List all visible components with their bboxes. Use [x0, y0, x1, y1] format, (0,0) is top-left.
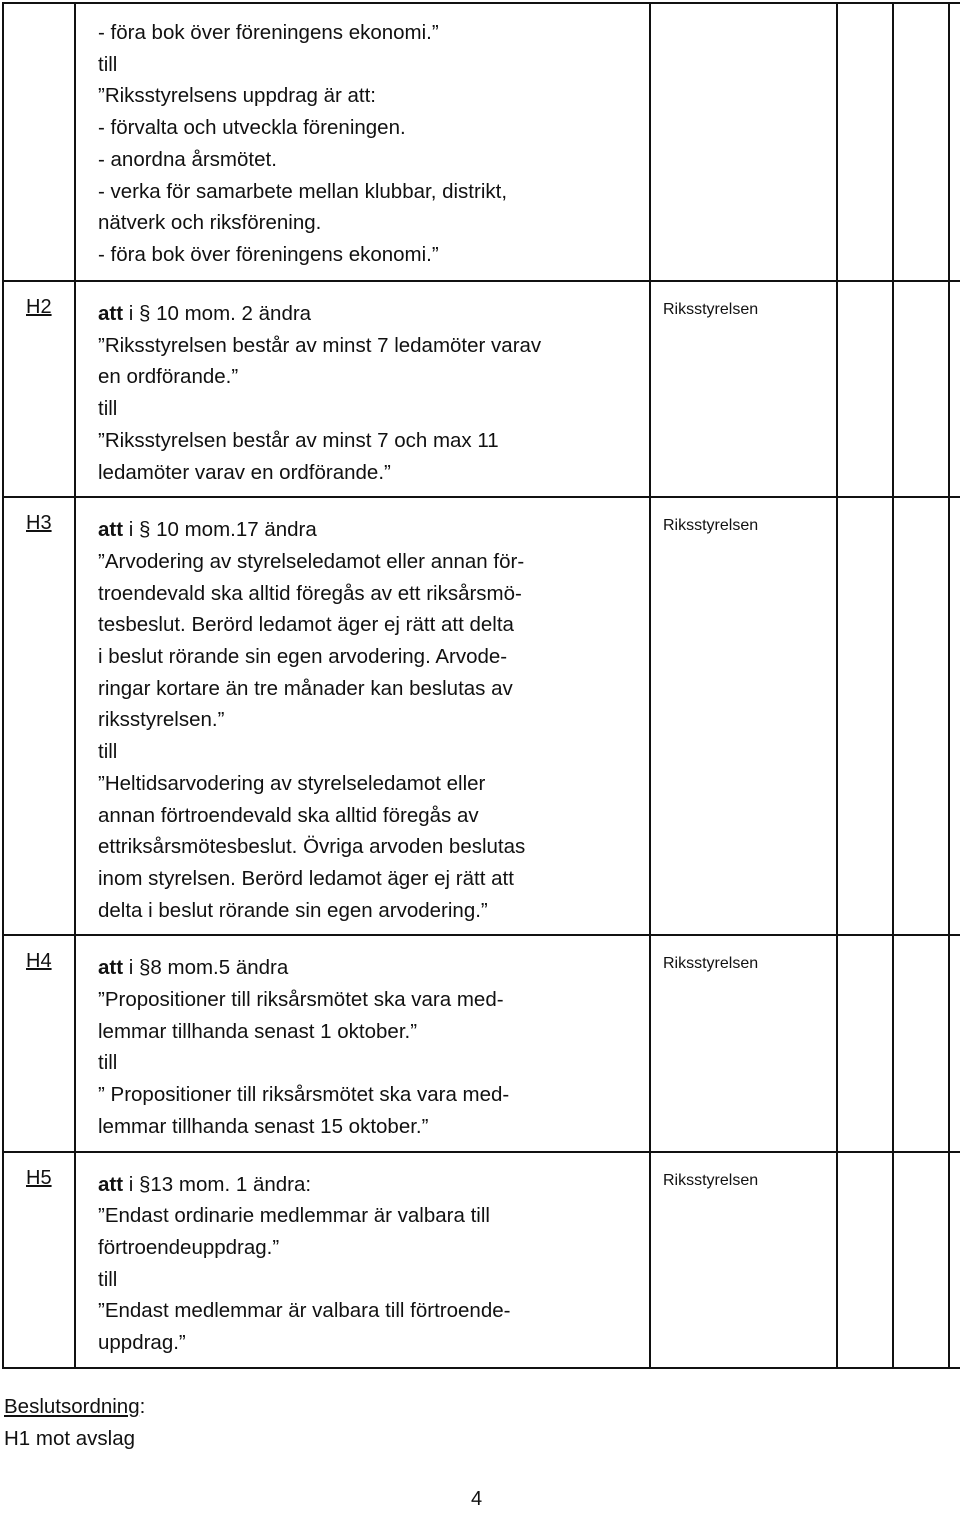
text-line: tesbeslut. Berörd ledamot äger ej rätt att delta [98, 613, 514, 637]
text-line: ”Heltidsarvodering av styrelseledamot eller [98, 771, 486, 795]
att-label: att [98, 956, 124, 980]
text-line: ”Propositioner till riksårsmötet ska vara med- [98, 988, 504, 1012]
row-source [651, 4, 836, 23]
text-line: inom styrelsen. Berörd ledamot äger ej rätt att [98, 866, 514, 890]
empty-cell [893, 935, 949, 1151]
text-line: troendevald ska alltid föregås av ett riksårsmö- [98, 581, 522, 605]
row-heading [98, 298, 641, 330]
table-row [3, 1152, 960, 1368]
row-text-cell [75, 281, 650, 497]
row-text-cell [75, 935, 650, 1151]
text-line: ”Endast medlemmar är valbara till förtroende- [98, 1299, 511, 1323]
row-text [76, 4, 649, 279]
att-label: att [98, 1172, 124, 1196]
empty-cell [893, 1152, 949, 1368]
row-source: Riksstyrelsen [663, 955, 759, 973]
text-line: till [98, 397, 118, 421]
row-text-cell [75, 3, 650, 281]
heading-text: i § 10 mom. 2 ändra [123, 302, 312, 325]
motion-table [2, 2, 960, 1369]
row-text [76, 498, 649, 934]
heading-text: i §8 mom.5 ändra [123, 956, 289, 980]
text-line: ”Riksstyrelsen består av minst 7 ledamöter varav [98, 333, 542, 357]
empty-cell [893, 281, 949, 497]
att-label: att [98, 302, 124, 325]
text-line: riksstyrelsen.” [98, 708, 225, 732]
row-source-cell [650, 1152, 837, 1368]
table-row [3, 281, 960, 497]
row-text [76, 1153, 649, 1367]
row-source: Riksstyrelsen [663, 517, 759, 535]
row-id [4, 4, 74, 18]
row-text-cell [75, 497, 650, 935]
text-line: - föra bok över föreningens ekonomi.” [98, 242, 439, 266]
empty-cell [893, 497, 949, 935]
row-source-cell [650, 3, 837, 281]
row-id-cell [3, 935, 75, 1151]
empty-cell [949, 1152, 960, 1368]
row-source: Riksstyrelsen [663, 301, 759, 318]
row-heading [98, 952, 641, 984]
text-line: till [98, 740, 118, 764]
text-line: - förvalta och utveckla föreningen. [98, 116, 406, 140]
text-line: lemmar tillhanda senast 15 oktober.” [98, 1114, 429, 1138]
decision-order-line: H1 mot avslag [4, 1427, 136, 1450]
empty-cell [949, 3, 960, 281]
text-line: ledamöter varav en ordförande.” [98, 460, 391, 484]
empty-cell [837, 935, 893, 1151]
text-line: förtroendeuppdrag.” [98, 1235, 280, 1259]
text-line: ” Propositioner till riksårsmötet ska vara med- [98, 1083, 510, 1107]
decision-order-colon: : [139, 1395, 146, 1418]
empty-cell [949, 935, 960, 1151]
empty-cell [949, 497, 960, 935]
decision-order [4, 1391, 145, 1455]
text-line: delta i beslut rörande sin egen arvodering.” [98, 898, 488, 922]
empty-cell [893, 3, 949, 281]
decision-order-heading [4, 1391, 145, 1423]
text-line: uppdrag.” [98, 1331, 186, 1355]
row-id: H3 [26, 512, 52, 535]
text-line: ”Riksstyrelsens uppdrag är att: [98, 84, 377, 108]
empty-cell [837, 1152, 893, 1368]
text-line: annan förtroendevald ska alltid föregås av [98, 803, 479, 827]
text-line: i beslut rörande sin egen arvodering. Arvode- [98, 645, 508, 669]
att-label: att [98, 518, 124, 542]
row-id-cell [3, 1152, 75, 1368]
row-source: Riksstyrelsen [663, 1171, 759, 1189]
row-text [76, 282, 649, 496]
heading-text: i § 10 mom.17 ändra [123, 518, 317, 542]
text-line: ”Arvodering av styrelseledamot eller annan för- [98, 549, 525, 573]
empty-cell [949, 281, 960, 497]
page-number: 4 [471, 1488, 483, 1510]
row-heading [98, 1169, 641, 1201]
row-text [76, 936, 649, 1150]
table-row [3, 497, 960, 935]
row-id-cell [3, 3, 75, 281]
row-heading [98, 514, 641, 546]
empty-cell [837, 497, 893, 935]
text-line: till [98, 1267, 118, 1291]
row-id: H5 [26, 1166, 52, 1189]
text-line: en ordförande.” [98, 365, 239, 389]
row-source-cell [650, 497, 837, 935]
text-line: ettriksårsmötesbeslut. Övriga arvoden beslutas [98, 835, 526, 859]
table-row [3, 935, 960, 1151]
text-line: - föra bok över föreningens ekonomi.” [98, 21, 439, 44]
text-line: till [98, 52, 118, 76]
row-source-cell [650, 935, 837, 1151]
text-line: ”Endast ordinarie medlemmar är valbara till [98, 1204, 490, 1228]
row-id-cell [3, 497, 75, 935]
empty-cell [837, 3, 893, 281]
row-id: H4 [26, 950, 52, 973]
decision-order-label: Beslutsordning [4, 1395, 140, 1418]
row-text-cell [75, 1152, 650, 1368]
text-line: lemmar tillhanda senast 1 oktober.” [98, 1019, 418, 1043]
row-id-cell [3, 281, 75, 497]
text-line: ringar kortare än tre månader kan beslutas av [98, 676, 513, 700]
text-line: till [98, 1051, 118, 1075]
row-id: H2 [26, 296, 52, 318]
text-line: - verka för samarbete mellan klubbar, distrikt, [98, 179, 508, 203]
text-line: - anordna årsmötet. [98, 147, 277, 171]
text-line: ”Riksstyrelsen består av minst 7 och max 11 [98, 428, 499, 452]
heading-text: i §13 mom. 1 ändra: [123, 1172, 312, 1196]
table-row [3, 3, 960, 281]
empty-cell [837, 281, 893, 497]
row-source-cell [650, 281, 837, 497]
text-line: nätverk och riksförening. [98, 211, 322, 235]
